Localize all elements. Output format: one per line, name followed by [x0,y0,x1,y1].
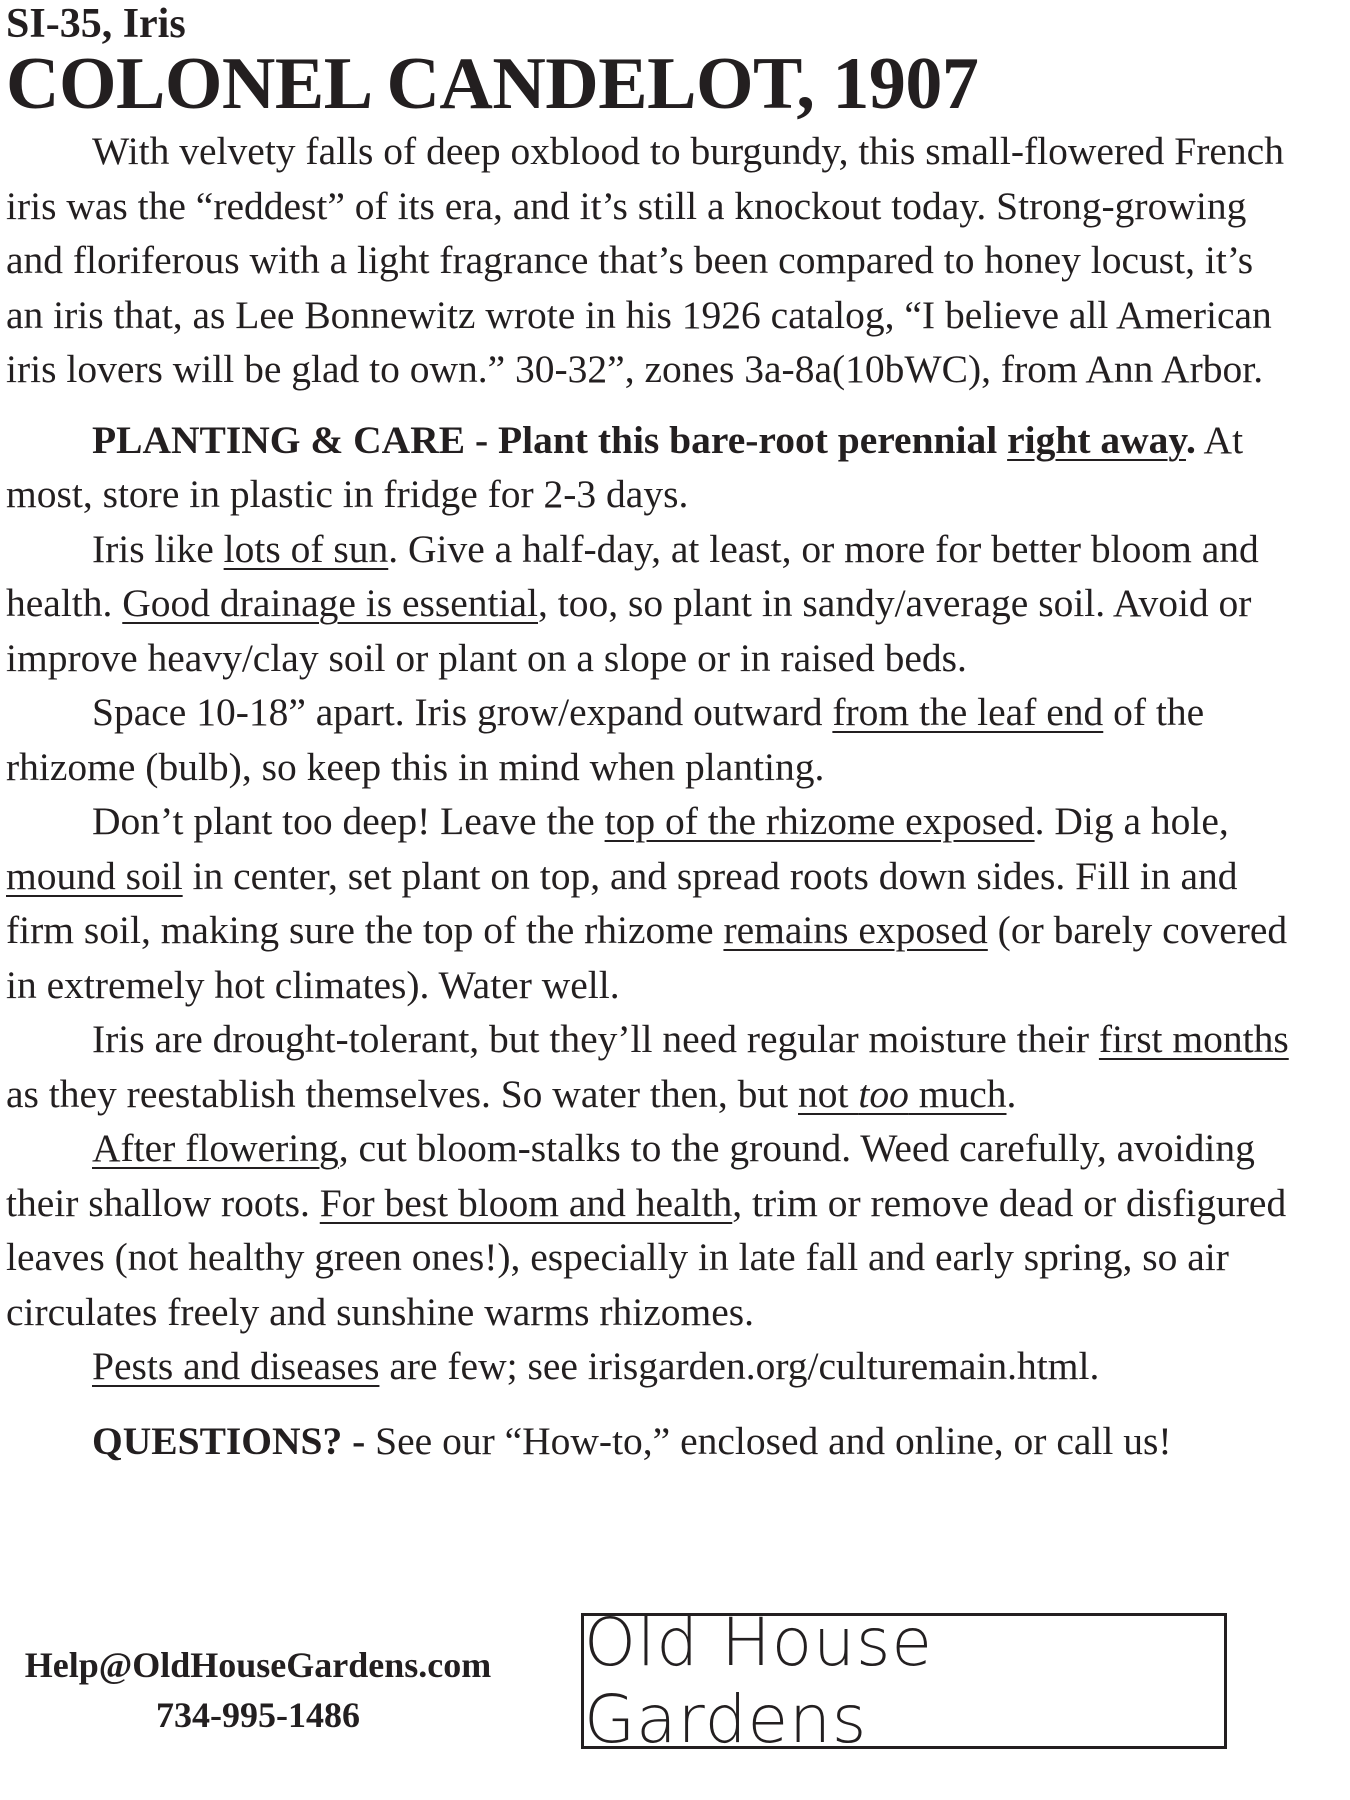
watering-paragraph: Iris are drought-tolerant, but they’ll need regular moisture their first months as they reestablish themselves. So water then, but not too much. [6,1017,1289,1116]
questions-label: QUESTIONS? - [92,1418,376,1463]
pests-paragraph: Pests and diseases are few; see irisgarden.org/culturemain.html. [92,1344,1100,1388]
logo [581,1604,1227,1758]
questions-paragraph [6,1414,1296,1469]
contact-info [8,1640,508,1740]
contact-phone: 734-995-1486 [156,1695,360,1735]
right-away-emphasis: right away [1007,417,1186,462]
planting-care-paragraph [6,413,1296,522]
planting-care-heading: PLANTING & CARE - Plant this bare-root perennial right away. [92,417,1196,462]
after-flowering-paragraph: After flowering, cut bloom-stalks to the ground. Weed carefully, avoiding their shallow roots. For best bloom and health, trim or remove dead or disfigured leaves (not healthy green ones!), especially in late fall and early spring, so air circulates freely and sunshine warms rhizomes. [6,1126,1287,1334]
product-code: SI-35, Iris [6,1,186,47]
variety-description: With velvety falls of deep oxblood to burgundy, this small-flowered French iris was the “reddest” of its era, and it’s still a knockout today. Strong-growing and floriferous with a light fragrance that’s been compared to honey locust, it’s an iris that, as Lee Bonnewitz wrote in his 1926 catalog, “I believe all American iris lovers will be glad to own.” 30-32”, zones 3a-8a(10bWC), from Ann Arbor. [6,129,1284,391]
logo-text: Old House Gardens [584,1604,933,1758]
spacing-paragraph: Space 10-18” apart. Iris grow/expand outward from the leaf end of the rhizome (bulb), so keep this in mind when planting. [6,690,1205,789]
contact-email: Help@OldHouseGardens.com [24,1645,492,1685]
instruction-sheet [6,0,1296,1468]
depth-paragraph: Don’t plant too deep! Leave the top of the rhizome exposed. Dig a hole, mound soil in center, set plant on top, and spread roots down sides. Fill in and firm soil, making sure the top of the rhizome remains exposed (or barely covered in extremely hot climates). Water well. [6,799,1288,1007]
storage-note: At most, store in plastic in fridge for 2-3 days. [6,417,1244,516]
page-title: COLONEL CANDELOT, 1907 [6,43,979,125]
questions-text: See our “How-to,” enclosed and online, or call us! [375,1418,1172,1463]
sun-paragraph: Iris like lots of sun. Give a half-day, at least, or more for better bloom and health. Good drainage is essential, too, so plant in sandy/average soil. Avoid or improve heavy/clay soil or plant on a slope or in raised beds. [6,526,1259,680]
